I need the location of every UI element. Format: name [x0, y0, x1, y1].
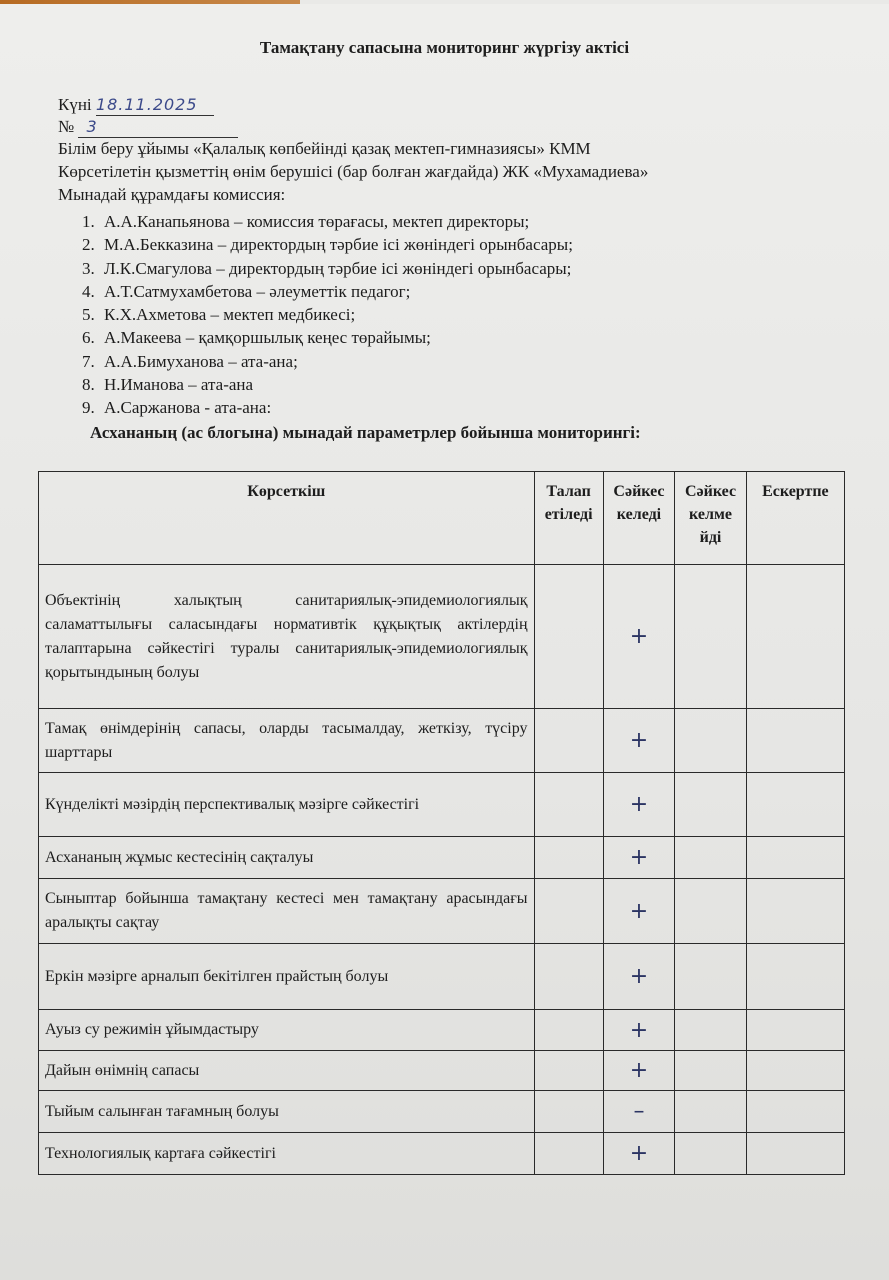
commission-member [82, 350, 573, 373]
commission-member [82, 210, 573, 233]
note-cell [746, 1051, 844, 1091]
header-note: Ескертпе [746, 472, 844, 565]
commission-member [82, 326, 573, 349]
monitoring-table [38, 471, 845, 1175]
note-cell [746, 1091, 844, 1133]
table-row [39, 1010, 845, 1051]
header-compliant [603, 472, 675, 565]
compliant-cell: + [603, 709, 675, 773]
number-value: 3 [86, 117, 98, 136]
commission-member [82, 280, 573, 303]
table-row [39, 1091, 845, 1133]
member-text: А.Макеева – қамқоршылық кеңес төрайымы; [104, 328, 431, 348]
non-compliant-cell [675, 773, 747, 837]
non-compliant-cell [675, 1051, 747, 1091]
header-line: Сәйкес [684, 483, 737, 500]
member-number: 2. [82, 235, 95, 255]
table-row [39, 1051, 845, 1091]
indicator-cell: Күнделікті мәзірдің перспективалық мәзірге сәйкестігі [39, 773, 535, 837]
required-cell [534, 773, 603, 837]
indicator-cell: Еркін мәзірге арналып бекітілген прайстың болуы [39, 944, 535, 1010]
non-compliant-cell [675, 879, 747, 944]
required-cell [534, 1133, 603, 1175]
member-text: А.Саржанова - ата-ана: [104, 398, 272, 418]
commission-member [82, 257, 573, 280]
commission-member [82, 303, 573, 326]
header-line: Талап [546, 483, 591, 500]
non-compliant-cell [675, 709, 747, 773]
compliant-cell: + [603, 944, 675, 1010]
indicator-cell: Технологиялық картаға сәйкестігі [39, 1133, 535, 1175]
indicator-cell: Асхананың жұмыс кестесінің сақталуы [39, 837, 535, 879]
header-line: Сәйкес [613, 483, 665, 500]
commission-members-list [82, 210, 573, 420]
compliant-cell: – [603, 1091, 675, 1133]
member-number: 5. [82, 305, 95, 325]
member-text: Л.К.Смагулова – директордың тәрбие ісі жөніндегі орынбасары; [104, 258, 572, 278]
header-non-compliant [675, 472, 747, 565]
required-cell [534, 709, 603, 773]
member-text: Н.Иманова – ата-ана [104, 375, 254, 395]
non-compliant-cell [675, 1133, 747, 1175]
non-compliant-cell [675, 1010, 747, 1051]
note-cell [746, 1133, 844, 1175]
header-line: йді [699, 529, 722, 546]
table-row [39, 773, 845, 837]
indicator-cell: Тыйым салынған тағамның болуы [39, 1091, 535, 1133]
date-field [96, 95, 214, 116]
number-line [58, 117, 238, 138]
member-text: А.Т.Сатмухамбетова – әлеуметтік педагог; [104, 281, 411, 301]
compliant-cell: + [603, 837, 675, 879]
header-line: келме [689, 506, 732, 523]
indicator-cell: Сыныптар бойынша тамақтану кестесі мен тамақтану арасындағы аралықты сақтау [39, 879, 535, 944]
number-field [78, 117, 238, 138]
note-cell [746, 1010, 844, 1051]
member-number: 1. [82, 212, 95, 231]
member-text: А.А.Канапьянова – комиссия төрағасы, мектеп директоры; [104, 212, 530, 231]
non-compliant-cell [675, 944, 747, 1010]
table-row [39, 837, 845, 879]
table-row [39, 944, 845, 1010]
header-line: етіледі [544, 506, 593, 523]
required-cell [534, 1051, 603, 1091]
compliant-cell: + [603, 773, 675, 837]
indicator-cell: Ауыз су режимін ұйымдастыру [39, 1010, 535, 1051]
required-cell [534, 1091, 603, 1133]
member-text: К.Х.Ахметова – мектеп медбикесі; [104, 305, 356, 325]
indicator-cell: Объектінің халықтың санитариялық-эпидемиологиялық саламаттылығы саласындағы нормативтік құқықтық актілердің талаптарына сәйкестігі туралы санитариялық-эпидемиологиялық қорытындының болуы [39, 565, 535, 709]
document-title: Тамақтану сапасына мониторинг жүргізу актісі [259, 38, 630, 57]
member-number: 9. [82, 398, 95, 418]
indicator-cell: Тамақ өнімдерінің сапасы, оларды тасымалдау, жеткізу, түсіру шарттары [39, 709, 535, 773]
note-cell [746, 565, 844, 709]
member-number: 7. [82, 351, 95, 371]
compliant-cell: + [603, 565, 675, 709]
commission-member [82, 233, 573, 256]
compliant-cell: + [603, 879, 675, 944]
paper-sheet [0, 4, 889, 1280]
section-title: Асхананың (ас блогына) мынадай параметрлер бойынша мониторингі: [90, 423, 641, 442]
commission-member [82, 396, 573, 419]
member-number: 4. [82, 281, 95, 301]
note-cell [746, 709, 844, 773]
number-label: № [58, 117, 75, 136]
member-number: 3. [82, 258, 95, 278]
note-cell [746, 879, 844, 944]
date-value: 18.11.2025 [95, 95, 198, 114]
member-number: 6. [82, 328, 95, 348]
date-label: Күні [58, 95, 92, 114]
non-compliant-cell [675, 565, 747, 709]
header-indicator: Көрсеткіш [39, 472, 535, 565]
required-cell [534, 944, 603, 1010]
table-row [39, 879, 845, 944]
member-text: М.А.Бекказина – директордың тәрбие ісі жөніндегі орынбасары; [104, 235, 573, 255]
table-row [39, 709, 845, 773]
indicator-cell: Дайын өнімнің сапасы [39, 1051, 535, 1091]
non-compliant-cell [675, 837, 747, 879]
header-required [534, 472, 603, 565]
note-cell [746, 773, 844, 837]
table-row [39, 1133, 845, 1175]
note-cell [746, 837, 844, 879]
member-number: 8. [82, 375, 95, 395]
member-text: А.А.Бимуханова – ата-ана; [104, 351, 298, 371]
organization-line: Білім беру ұйымы «Қалалық көпбейінді қазақ мектеп-гимназиясы» КММ [58, 139, 591, 158]
compliant-cell: + [603, 1051, 675, 1091]
table-header-row [39, 472, 845, 565]
required-cell [534, 1010, 603, 1051]
required-cell [534, 565, 603, 709]
required-cell [534, 837, 603, 879]
commission-intro: Мынадай құрамдағы комиссия: [58, 185, 286, 204]
header-line: келеді [616, 506, 662, 523]
table-row [39, 565, 845, 709]
required-cell [534, 879, 603, 944]
compliant-cell: + [603, 1010, 675, 1051]
note-cell [746, 944, 844, 1010]
date-line [58, 95, 214, 116]
non-compliant-cell [675, 1091, 747, 1133]
provider-line: Көрсетілетін қызметтің өнім берушісі (бар болған жағдайда) ЖК «Мухамадиева» [58, 162, 649, 181]
commission-member [82, 373, 573, 396]
compliant-cell: + [603, 1133, 675, 1175]
